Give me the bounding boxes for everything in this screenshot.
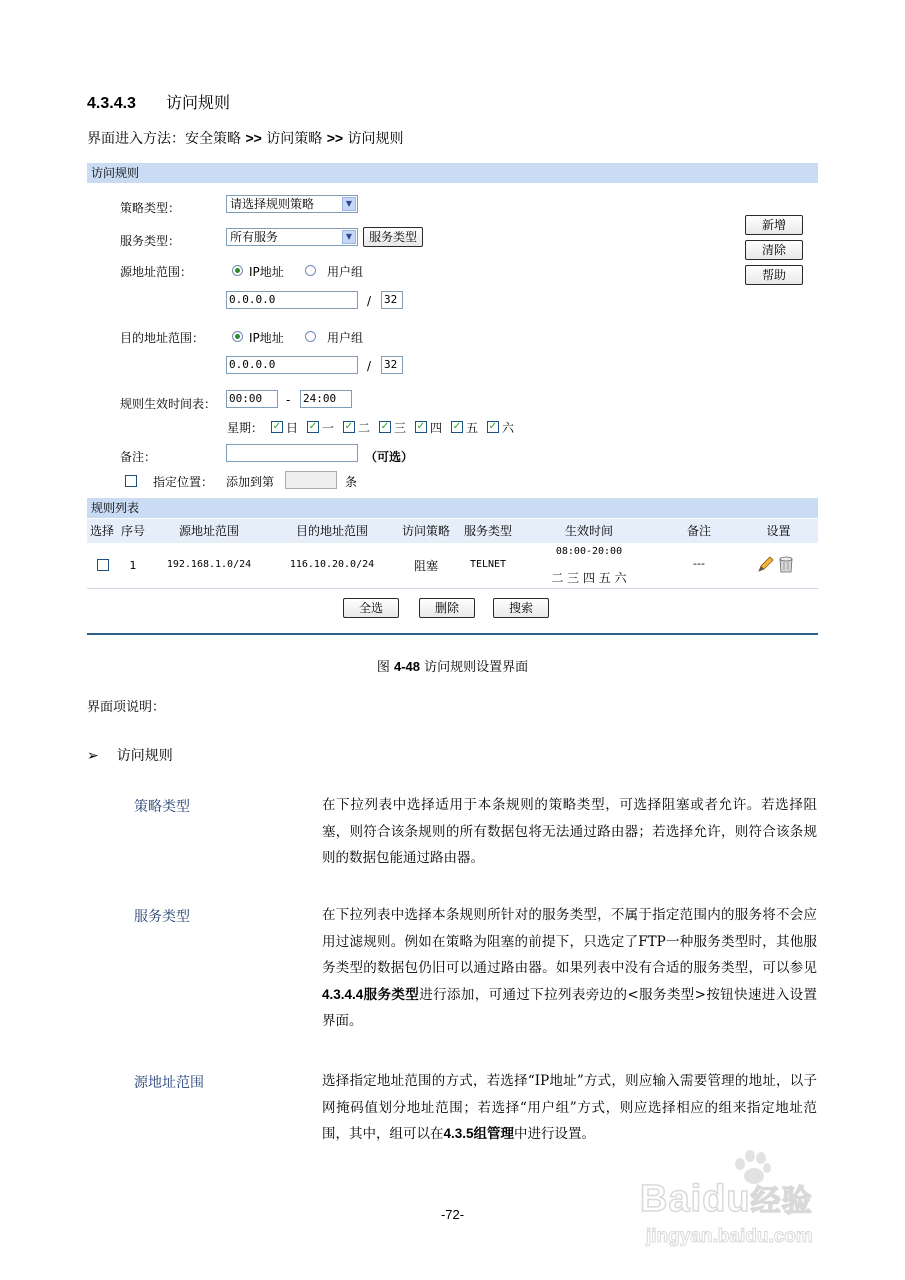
note-label: 备注：: [120, 450, 157, 464]
time-dash: -: [286, 393, 291, 407]
row-days: 二 三 四 五 六: [551, 571, 627, 585]
column-header: 源地址范围: [178, 524, 239, 538]
row-select-checkbox[interactable]: [97, 559, 109, 571]
cross-reference: 4.3.5组管理: [443, 1126, 515, 1141]
policy-type-select[interactable]: [226, 195, 358, 213]
position-unit: 条: [345, 475, 358, 489]
delete-button[interactable]: 删除: [419, 598, 475, 618]
day-label: 四: [430, 421, 443, 435]
figure-caption: [0, 656, 905, 675]
destination-ip-radio[interactable]: [232, 331, 243, 342]
day-label: 一: [322, 421, 335, 435]
schedule-label: 规则生效时间表：: [120, 397, 217, 411]
section-heading: [87, 90, 230, 113]
column-header: 服务类型: [463, 524, 512, 538]
nav-part-2: 访问策略: [266, 131, 323, 147]
source-range-label: 源地址范围：: [120, 265, 193, 279]
desc-policy-type: 在下拉列表中选择适用于本条规则的策略类型，可选择阻塞或者允许。若选择阻塞，则符合该条规则的所有数据包将无法通过路由器；若选择允许，则符合该条规则的数据包能通过路由器。: [322, 797, 817, 866]
row-destination: 116.10.20.0/24: [289, 559, 375, 570]
delete-icon[interactable]: [780, 557, 792, 572]
watermark-url: jingyan.baidu.com: [646, 1226, 813, 1247]
day-checkbox[interactable]: ✓: [344, 421, 354, 432]
bullet-text: 访问规则: [116, 748, 173, 764]
optional-hint: （可选）: [365, 450, 414, 464]
day-label: 二: [358, 421, 371, 435]
baidu-watermark: [640, 1150, 840, 1270]
column-header: 选择: [89, 524, 114, 538]
day-label: 五: [466, 421, 479, 435]
term-service-type: 服务类型: [134, 909, 190, 925]
nav-part-1: 安全策略: [185, 131, 241, 147]
destination-mask-input[interactable]: 32: [381, 356, 403, 374]
caption-text: 访问规则设置界面: [424, 660, 529, 675]
desc-source-range: [322, 1068, 817, 1148]
position-input[interactable]: [285, 471, 337, 489]
add-button[interactable]: 新增: [745, 215, 803, 235]
destination-group-radio[interactable]: [305, 331, 316, 342]
source-ip-radio-label: IP地址: [249, 265, 284, 279]
caption-number: 4-48: [393, 659, 421, 674]
clear-button[interactable]: 清除: [745, 240, 803, 260]
watermark-brand-2: du: [702, 1178, 751, 1220]
destination-group-radio-label: 用户组: [327, 331, 364, 345]
day-checkbox[interactable]: ✓: [452, 421, 462, 432]
desc-service-type: [322, 902, 817, 1035]
row-policy: 阻塞: [413, 559, 438, 573]
service-type-value: 所有服务: [230, 230, 279, 244]
row-divider: [87, 588, 818, 589]
slash-separator: /: [367, 359, 372, 373]
source-ip-radio[interactable]: [232, 265, 243, 276]
nav-separator: >>: [326, 130, 344, 146]
chevron-down-icon: ▼: [342, 197, 356, 211]
service-type-select[interactable]: [226, 228, 358, 246]
nav-separator: >>: [245, 130, 262, 146]
destination-ip-radio-label: IP地址: [249, 331, 284, 345]
column-header: 访问策略: [401, 524, 450, 538]
note-input[interactable]: [226, 444, 358, 462]
week-label: 星期：: [227, 421, 264, 435]
bullet-heading: [87, 745, 173, 765]
day-label: 日: [286, 421, 299, 435]
add-to-label: 添加到第: [226, 475, 275, 489]
source-ip-input[interactable]: 0.0.0.0: [226, 291, 358, 309]
column-header: 目的地址范围: [295, 524, 368, 538]
arrow-bullet-icon: ➢: [87, 748, 99, 764]
row-index: 1: [129, 559, 137, 572]
intro-text: 界面项说明：: [87, 700, 166, 715]
nav-prefix: 界面进入方法：: [87, 131, 185, 147]
position-checkbox[interactable]: [125, 475, 137, 487]
column-header: 备注: [686, 524, 711, 538]
nav-part-3: 访问规则: [347, 131, 404, 147]
day-label: 六: [502, 421, 515, 435]
day-checkbox[interactable]: ✓: [380, 421, 390, 432]
navigation-path: [87, 128, 404, 148]
desc-text: 在下拉列表中选择本条规则所针对的服务类型，不属于指定范围内的服务将不会应用过滤规则。例如在策略为阻塞的前提下，只选定了FTP一种服务类型时，其他服务类型的数据包仍旧可以通过路由器。如果列表中没有合适的服务类型，可以参见: [322, 907, 817, 976]
help-button[interactable]: 帮助: [745, 265, 803, 285]
desc-text: 进行添加，可通过下拉列表旁边的<服务类型>按钮快速进入设置界面。: [322, 986, 817, 1029]
cross-reference: 4.3.4.4服务类型: [322, 986, 420, 1002]
rule-table-header: [87, 519, 818, 543]
time-end-input[interactable]: 24:00: [300, 390, 352, 408]
panel-bottom-rule: [87, 633, 818, 635]
day-checkbox[interactable]: ✓: [488, 421, 498, 432]
destination-ip-input[interactable]: 0.0.0.0: [226, 356, 358, 374]
policy-type-value: 请选择规则策略: [230, 197, 315, 211]
column-header: 序号: [120, 524, 145, 538]
rule-list-title-bar: 规则列表: [87, 498, 818, 518]
page-number: -72-: [440, 1207, 465, 1222]
column-header: 设置: [766, 524, 791, 538]
section-number: 4.3.4.3: [87, 95, 136, 112]
time-start-input[interactable]: 00:00: [226, 390, 278, 408]
row-service: TELNET: [469, 559, 507, 570]
edit-icon[interactable]: [759, 557, 773, 571]
destination-range-label: 目的地址范围：: [120, 331, 205, 345]
watermark-brand: Bai: [640, 1178, 703, 1220]
source-group-radio[interactable]: [305, 265, 316, 276]
row-source: 192.168.1.0/24: [166, 559, 252, 570]
day-checkbox[interactable]: ✓: [272, 421, 282, 432]
caption-prefix: 图: [376, 660, 390, 675]
access-rule-panel: [87, 163, 818, 635]
day-checkbox[interactable]: ✓: [308, 421, 318, 432]
service-type-label: 服务类型：: [120, 234, 181, 248]
day-checkbox[interactable]: ✓: [416, 421, 426, 432]
policy-type-label: 策略类型：: [120, 201, 181, 215]
day-label: 三: [394, 421, 407, 435]
select-all-button[interactable]: 全选: [343, 598, 399, 618]
watermark-cn: 经验: [750, 1185, 813, 1218]
section-title: 访问规则: [165, 93, 230, 112]
position-label: 指定位置：: [153, 475, 214, 489]
term-source-range: 源地址范围: [134, 1075, 204, 1091]
source-mask-input[interactable]: 32: [381, 291, 403, 309]
term-policy-type: 策略类型: [134, 799, 190, 815]
search-button[interactable]: 搜索: [493, 598, 549, 618]
chevron-down-icon: ▼: [342, 230, 356, 244]
row-note: ---: [693, 557, 705, 570]
desc-text: 中进行设置。: [514, 1126, 596, 1142]
service-type-button[interactable]: 服务类型: [363, 227, 423, 247]
row-actions: [756, 554, 796, 574]
slash-separator: /: [367, 294, 372, 308]
source-group-radio-label: 用户组: [327, 265, 364, 279]
row-time-range: 08:00-20:00: [555, 546, 623, 557]
form-title-bar: 访问规则: [87, 163, 818, 183]
column-header: 生效时间: [564, 524, 613, 538]
desc-text: 选择指定地址范围的方式，若选择“IP地址”方式，则应输入需要管理的地址，以子网掩码值划分地址范围；若选择“用户组”方式，则应选择相应的组来指定地址范围，其中，组可以在: [322, 1073, 817, 1142]
